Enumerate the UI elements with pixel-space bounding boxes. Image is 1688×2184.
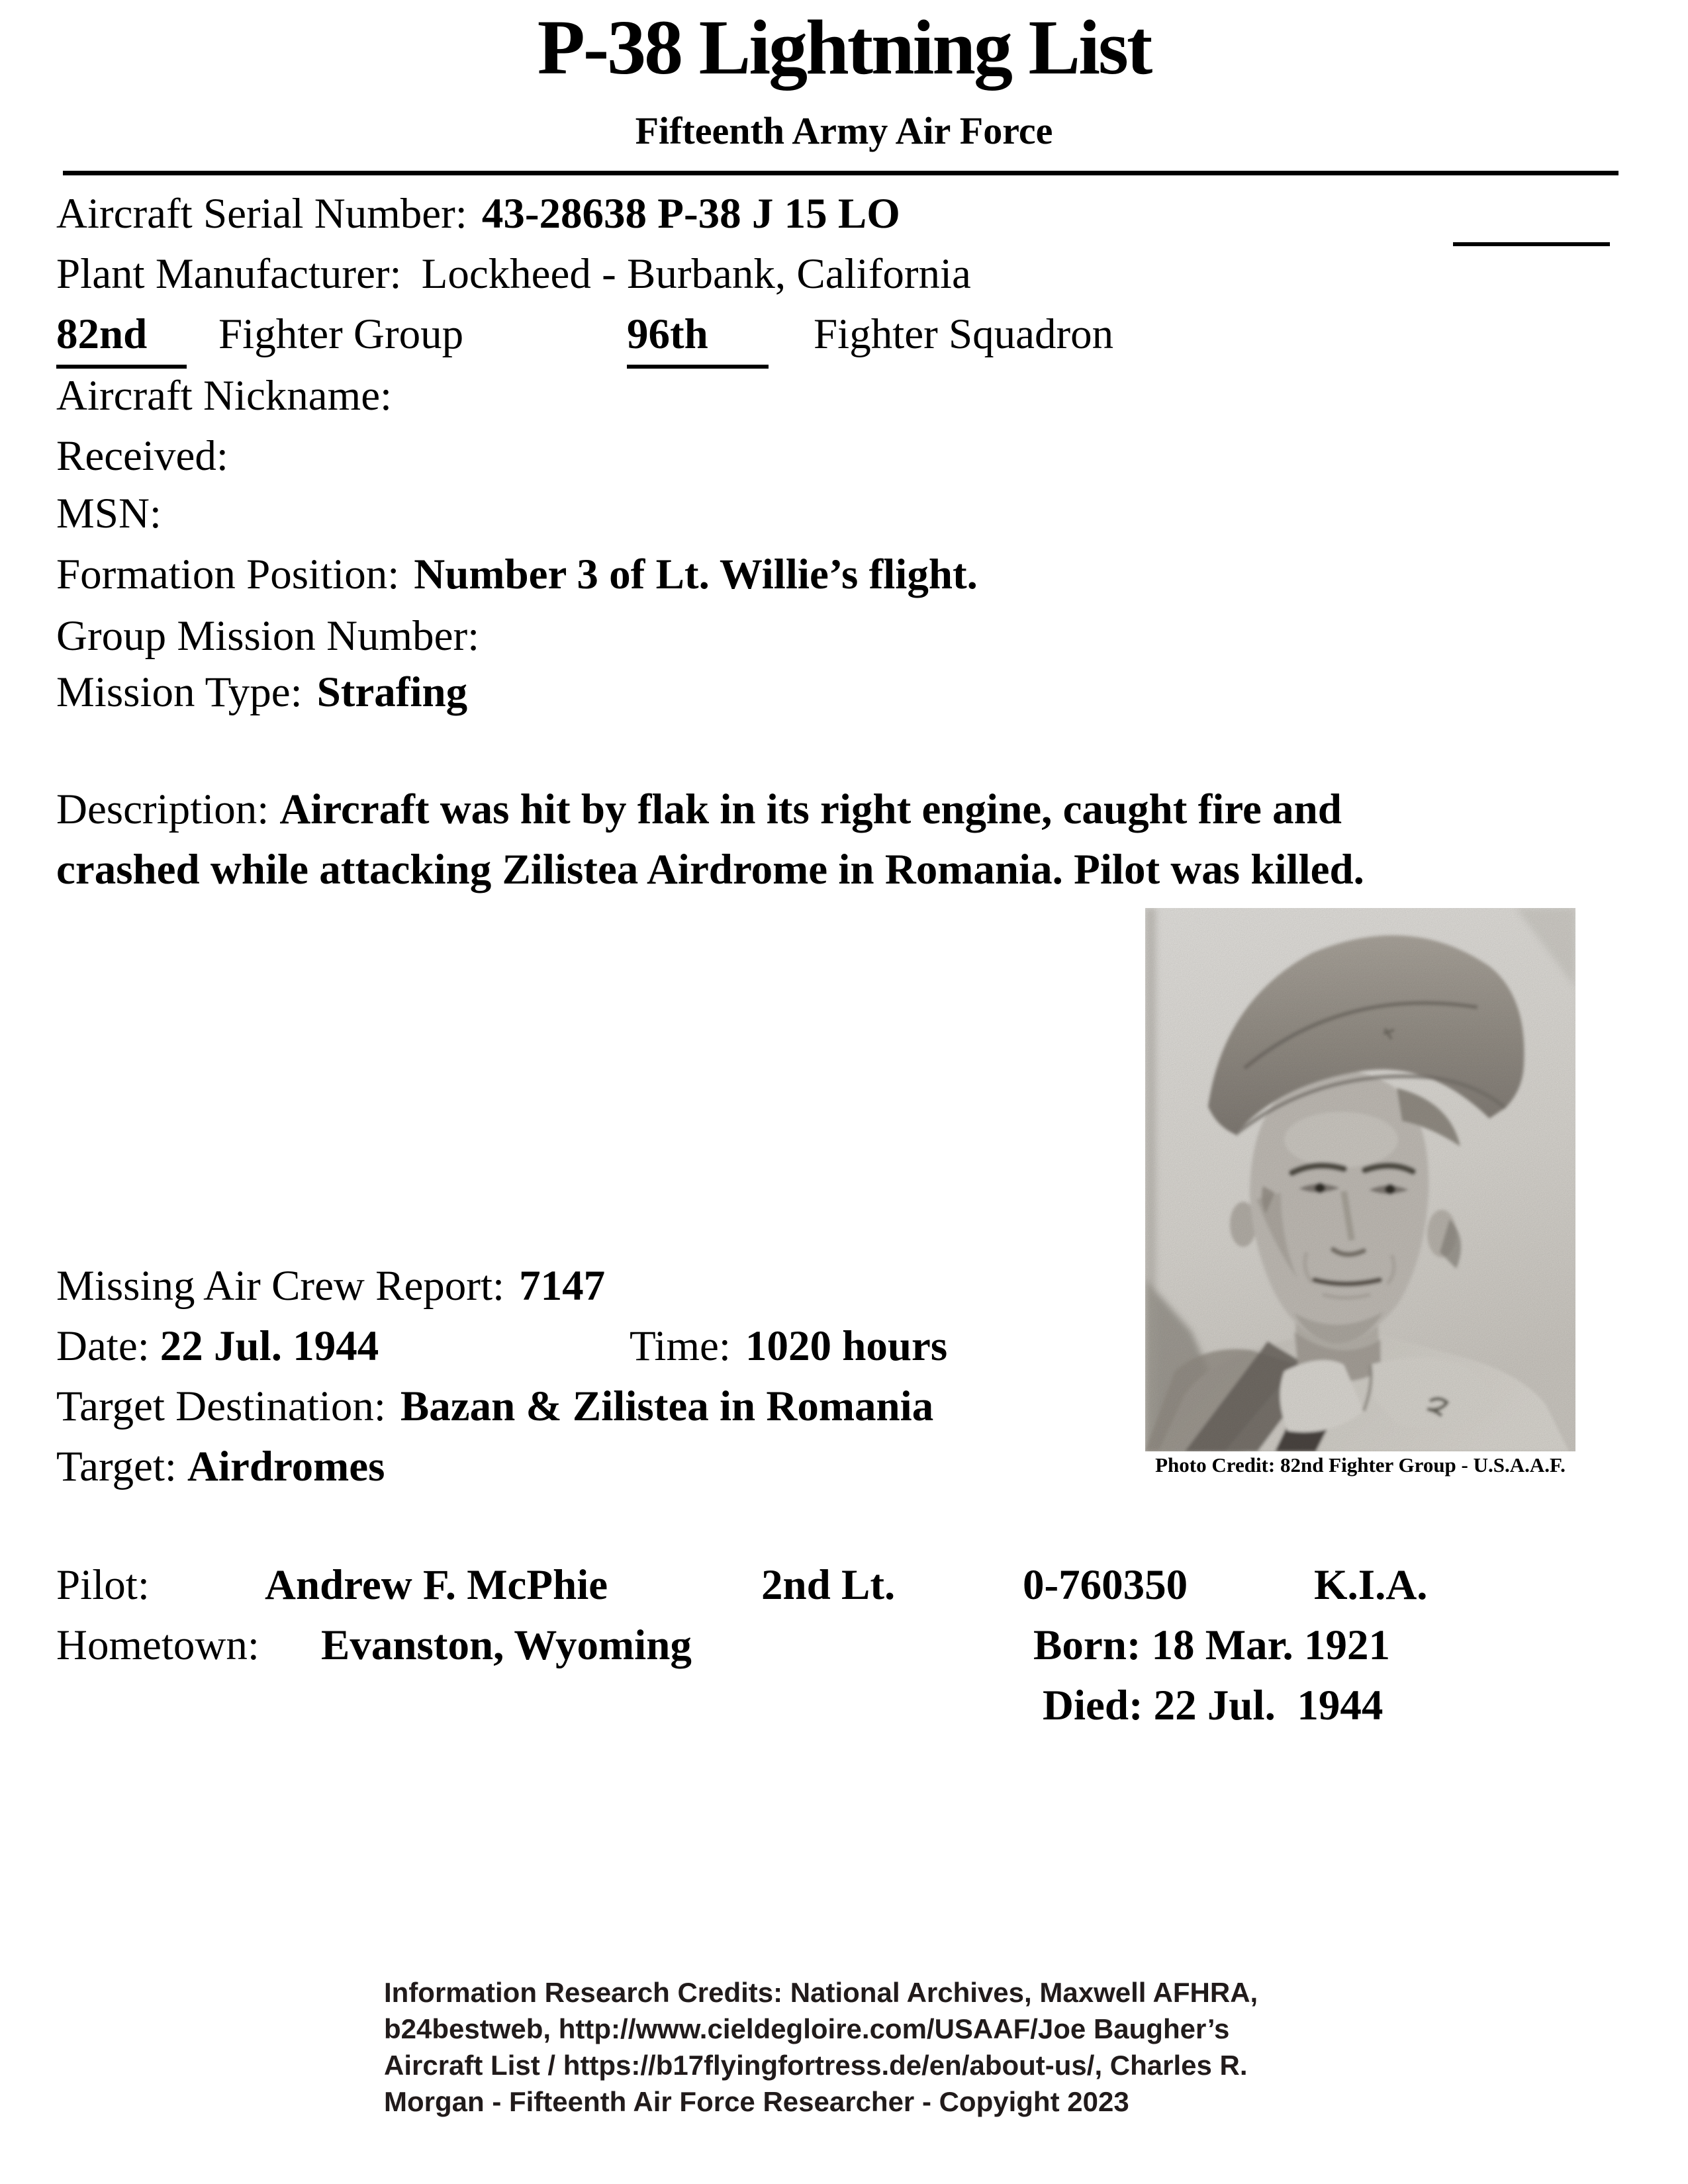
description-label: Description: (56, 786, 269, 833)
credits-line-3: Aircraft List / https://b17flyingfortress.de/en/about-us/, Charles R. (384, 2050, 1248, 2081)
fighter-squadron-label: Fighter Squadron (814, 310, 1114, 358)
pilot-service-number: 0-760350 (1023, 1561, 1188, 1609)
pilot-status: K.I.A. (1314, 1561, 1428, 1609)
received-label: Received: (56, 432, 228, 480)
target-destination-label: Target Destination: (56, 1383, 386, 1430)
died-row (56, 1680, 1658, 1740)
died-value: 22 Jul. 1944 (1153, 1682, 1383, 1729)
description-value-line1: Aircraft was hit by flak in its right engine, caught fire and (279, 786, 1342, 833)
macr-value: 7147 (519, 1262, 606, 1310)
squadron-number-underline (627, 365, 769, 369)
pilot-rank: 2nd Lt. (761, 1561, 896, 1609)
hometown-label: Hometown: (56, 1621, 259, 1669)
fighter-squadron-number: 96th (627, 310, 708, 358)
formation-position-value: Number 3 of Lt. Willie’s flight. (414, 551, 978, 598)
macr-row (56, 1261, 1658, 1312)
nickname-label: Aircraft Nickname: (56, 372, 393, 420)
serial-number-value: 43-28638 P-38 J 15 LO (481, 190, 900, 238)
nickname-row (56, 371, 1658, 422)
time-field (630, 1321, 947, 1372)
credits-line-1: Information Research Credits: National Archives, Maxwell AFHRA, (384, 1977, 1258, 2008)
date-value: 22 Jul. 1944 (160, 1322, 379, 1370)
hometown-value: Evanston, Wyoming (321, 1621, 692, 1669)
blank-field-underline (1453, 242, 1610, 246)
description-value-line2: crashed while attacking Zilistea Airdrome in Romania. Pilot was killed. (56, 846, 1364, 893)
mission-type-value: Strafing (316, 668, 468, 716)
plant-manufacturer-value: Lockheed - Burbank, California (421, 250, 971, 298)
target-destination-value: Bazan & Zilistea in Romania (400, 1383, 934, 1430)
credits-line-4: Morgan - Fifteenth Air Force Researcher - Copyight 2023 (384, 2086, 1129, 2117)
target-destination-row (56, 1381, 1658, 1432)
formation-position-row (56, 549, 1658, 600)
group-mission-row (56, 611, 1658, 662)
credits-footer (384, 1974, 1509, 2120)
born-value: 18 Mar. 1921 (1151, 1621, 1390, 1669)
page-subtitle: Fifteenth Army Air Force (635, 109, 1053, 152)
date-time-row (56, 1321, 1658, 1372)
mission-type-label: Mission Type: (56, 668, 303, 716)
hometown-row (56, 1620, 1658, 1680)
msn-row (56, 488, 1658, 539)
died-label: Died: (1043, 1682, 1143, 1729)
group-number-underline (56, 365, 187, 369)
fighter-group-label: Fighter Group (218, 310, 464, 358)
msn-label: MSN: (56, 490, 162, 537)
group-mission-label: Group Mission Number: (56, 612, 480, 660)
born-field (1033, 1620, 1390, 1671)
fighter-group-number: 82nd (56, 310, 148, 358)
time-value: 1020 hours (745, 1322, 948, 1370)
plant-manufacturer-label: Plant Manufacturer: (56, 250, 402, 298)
photo-credit: Photo Credit: 82nd Fighter Group - U.S.A.A.F. (1155, 1453, 1566, 1477)
pilot-label: Pilot: (56, 1561, 150, 1609)
group-squadron-row (56, 309, 1658, 375)
died-field (1043, 1680, 1383, 1731)
mission-type-row (56, 667, 1658, 718)
target-value: Airdromes (187, 1443, 385, 1490)
page-title: P-38 Lightning List (537, 4, 1151, 91)
date-label: Date: (56, 1322, 150, 1370)
credits-line-2: b24bestweb, http://www.cieldegloire.com/USAAF/Joe Baugher’s (384, 2013, 1230, 2044)
target-label: Target: (56, 1443, 177, 1490)
title-divider (63, 171, 1618, 175)
time-label: Time: (630, 1322, 731, 1370)
pilot-name: Andrew F. McPhie (265, 1561, 608, 1609)
serial-number-row (56, 189, 1658, 240)
received-row (56, 431, 1658, 482)
born-label: Born: (1033, 1621, 1141, 1669)
pilot-row (56, 1560, 1658, 1619)
serial-number-label: Aircraft Serial Number: (56, 190, 467, 238)
description-row-1 (56, 784, 1658, 835)
plant-manufacturer-row (56, 249, 1658, 300)
macr-label: Missing Air Crew Report: (56, 1262, 505, 1310)
description-row-2 (56, 844, 1658, 895)
target-row (56, 1441, 1658, 1492)
formation-position-label: Formation Position: (56, 551, 400, 598)
